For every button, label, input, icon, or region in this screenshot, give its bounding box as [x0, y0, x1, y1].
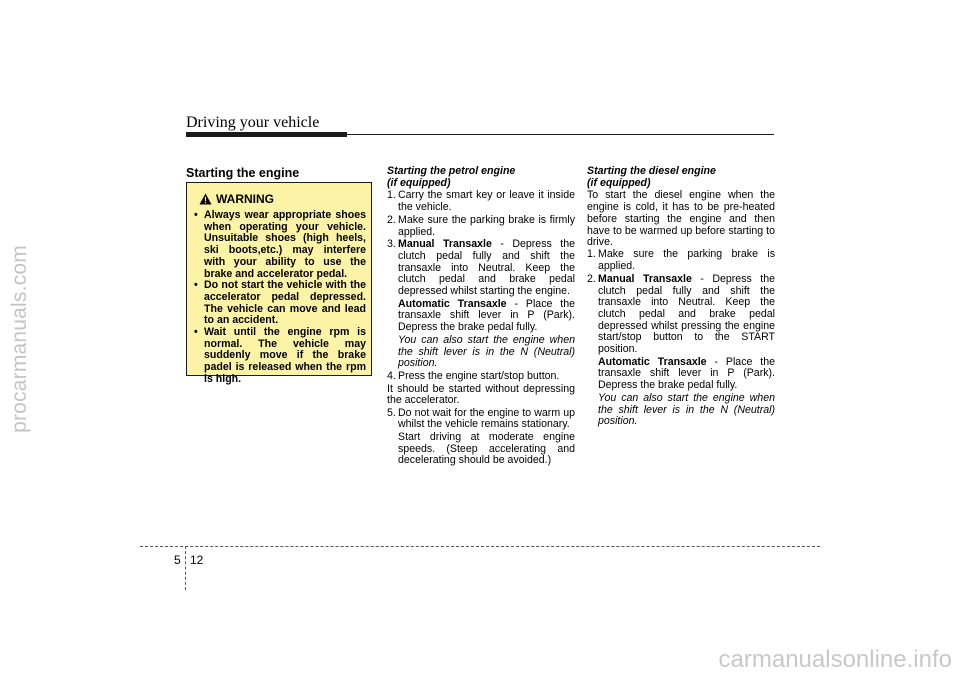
- step-number: 5.: [387, 406, 396, 419]
- step-text: Press the engine start/stop button.: [398, 369, 560, 382]
- petrol-driving-note: Start driving at moderate engine speeds. (Steep accelerating and decelerating should be avoided.): [398, 430, 575, 467]
- warning-heading: [199, 192, 274, 206]
- petrol-column: [387, 166, 575, 468]
- step-text: Carry the smart key or leave it inside the vehicle.: [398, 189, 575, 214]
- step-number: 3.: [387, 238, 396, 251]
- warning-item: [194, 210, 366, 280]
- page-section-number: 5: [174, 553, 181, 567]
- warning-box: [186, 182, 372, 385]
- warning-triangle-icon: [199, 193, 212, 205]
- automatic-transaxle-text: - Place the transaxle shift lever in P (Park). Depress the brake pedal fully.: [598, 355, 775, 392]
- petrol-title: Starting the petrol engine: [387, 165, 516, 177]
- petrol-step: [387, 371, 575, 383]
- footer-rule: [140, 546, 820, 547]
- warning-item-text: Always wear appropriate shoes when operating your vehicle. Unsuitable shoes (high heels, ski boots,etc.) may interfere with your ability to use the brake and accelerator pedal.: [204, 209, 366, 280]
- step-number: 2.: [587, 272, 596, 285]
- step-number: 1.: [387, 189, 396, 202]
- manual-transaxle-label: Manual Transaxle: [398, 238, 492, 251]
- warning-item: [194, 327, 366, 386]
- step-number: 2.: [387, 213, 396, 226]
- warning-item-text: Wait until the engine rpm is normal. The vehicle may suddenly move if the brake padel is released when the rpm is high.: [204, 326, 366, 385]
- manual-transaxle-text: - Depress the clutch pedal fully and shift the transaxle into Neutral. Keep the clutch pedal and brake pedal depressed whilst starting the engine.: [398, 238, 575, 298]
- warning-item-text: Do not start the vehicle with the accelerator pedal depressed. The vehicle can move and lead to an accident.: [204, 279, 366, 327]
- page-header-title: Driving your vehicle: [186, 114, 320, 131]
- diesel-automatic-note: [587, 357, 775, 392]
- page-number: 12: [190, 553, 204, 567]
- warning-list: [194, 210, 366, 386]
- step-number: 1.: [587, 248, 596, 261]
- header-rule-thick: [186, 132, 347, 137]
- section-title: Starting the engine: [186, 166, 300, 180]
- diesel-heading: [587, 166, 775, 189]
- petrol-neutral-note: You can also start the engine when the shift lever is in the N (Neutral) position.: [398, 333, 575, 370]
- watermark-bottom: carmanualsonline.info: [718, 646, 952, 673]
- petrol-accelerator-note: It should be started without depressing the accelerator.: [387, 382, 575, 407]
- petrol-step: [387, 408, 575, 431]
- step-text: [598, 274, 775, 356]
- petrol-step: [387, 215, 575, 238]
- manual-transaxle-label: Manual Transaxle: [598, 272, 692, 285]
- bullet: •: [194, 279, 198, 292]
- petrol-automatic-note: [387, 299, 575, 334]
- diesel-neutral-note: You can also start the engine when the shift lever is in the N (Neutral) position.: [598, 391, 775, 428]
- watermark-left-text: procarmanuals.com: [8, 245, 31, 433]
- diesel-step: [587, 249, 775, 272]
- petrol-heading: [387, 166, 575, 189]
- petrol-subtitle: (if equipped): [387, 176, 451, 189]
- bullet: •: [194, 209, 198, 221]
- watermark-left: [0, 0, 40, 678]
- footer-divider: [185, 546, 186, 590]
- step-number: 4.: [387, 369, 396, 382]
- header-rule-thin: [347, 134, 774, 135]
- diesel-column: [587, 166, 775, 429]
- automatic-transaxle-text: - Place the transaxle shift lever in P (Park). Depress the brake pedal fully.: [398, 297, 575, 334]
- step-text: [398, 239, 575, 298]
- warning-heading-text: WARNING: [216, 192, 274, 206]
- diesel-title: Starting the diesel engine: [587, 165, 716, 177]
- diesel-subtitle: (if equipped): [587, 176, 651, 189]
- petrol-step: [387, 239, 575, 298]
- manual-transaxle-text: - Depress the clutch pedal fully and shift the transaxle into Neutral. Keep the clutch pedal and brake pedal depressed whilst pressing the engine start/stop button to the START position.: [598, 272, 775, 356]
- diesel-step: [587, 274, 775, 356]
- step-text: Do not wait for the engine to warm up whilst the vehicle remains stationary.: [398, 406, 575, 431]
- step-text: Make sure the parking brake is applied.: [598, 248, 775, 273]
- diesel-intro: To start the diesel engine when the engine is cold, it has to be pre-heated before starting the engine and then have to be warmed up before starting to drive.: [587, 189, 775, 249]
- automatic-transaxle-label: Automatic Transaxle: [398, 297, 507, 310]
- bullet: •: [194, 326, 198, 339]
- petrol-step: [387, 190, 575, 213]
- step-text: Make sure the parking brake is firmly applied.: [398, 213, 575, 238]
- warning-item: [194, 280, 366, 327]
- automatic-transaxle-label: Automatic Transaxle: [598, 355, 707, 368]
